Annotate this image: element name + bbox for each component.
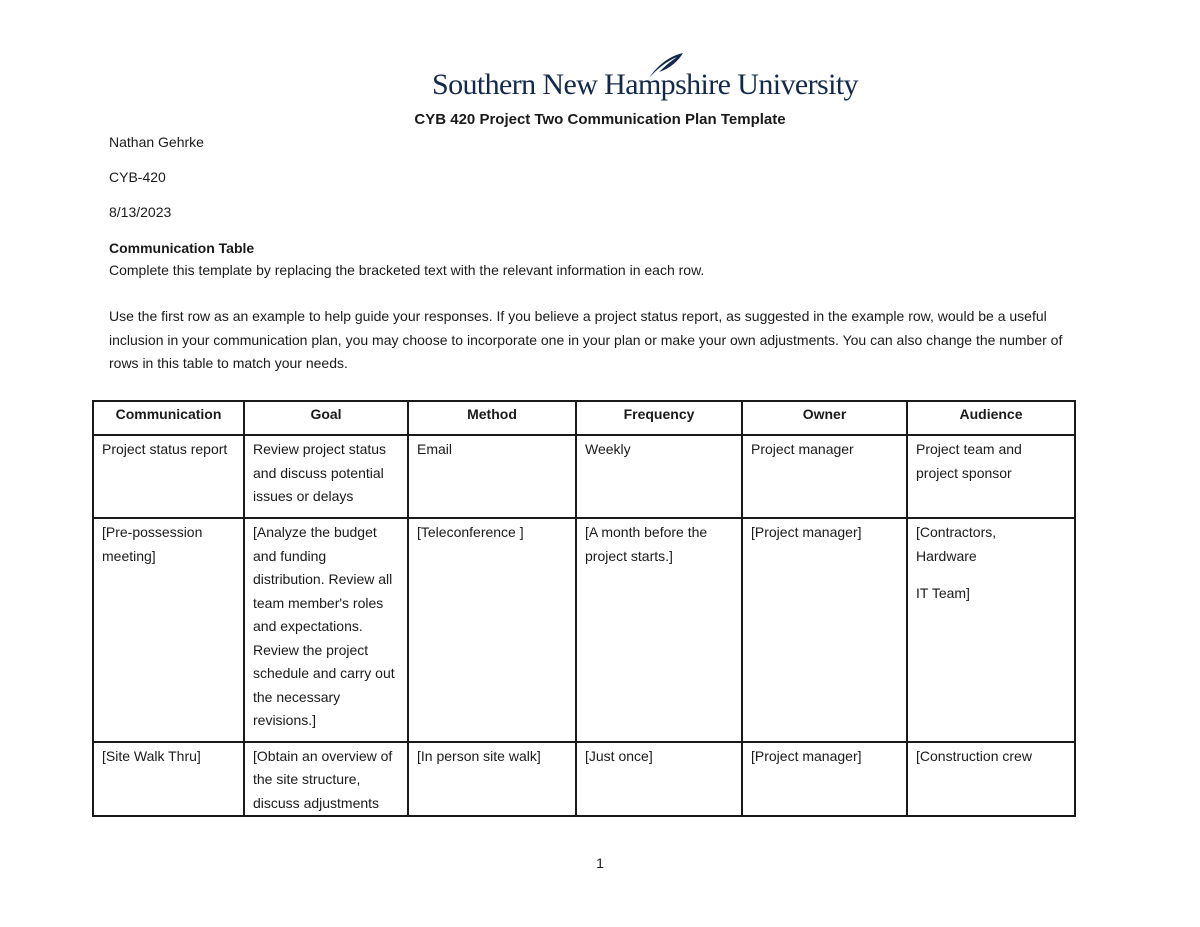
table-row [93, 435, 1075, 518]
table-row [93, 518, 1075, 742]
table-header-row [93, 401, 1075, 435]
cell-audience [907, 518, 1075, 742]
cell-frequency: Weekly [576, 435, 742, 518]
header-owner: Owner [742, 401, 907, 435]
cell-goal: [Analyze the budget and funding distribution. Review all team member's roles and expectations. Review the project schedule and carry out the necessary revisions.] [244, 518, 408, 742]
header-goal: Goal [244, 401, 408, 435]
audience-line: [Contractors, [916, 524, 997, 540]
header-frequency: Frequency [576, 401, 742, 435]
communication-table [92, 400, 1076, 817]
course-code: CYB-420 [109, 169, 166, 185]
audience-line: IT Team] [916, 585, 970, 601]
cell-owner: [Project manager] [742, 742, 907, 817]
document-title: CYB 420 Project Two Communication Plan Template [414, 111, 786, 128]
cell-goal: [Obtain an overview of the site structure, discuss adjustments [244, 742, 408, 817]
table-row [93, 742, 1075, 817]
cell-owner: [Project manager] [742, 518, 907, 742]
header-audience: Audience [907, 401, 1075, 435]
cell-communication: [Pre-possession meeting] [93, 518, 244, 742]
cell-audience: [Construction crew [907, 742, 1075, 817]
student-name: Nathan Gehrke [109, 134, 204, 150]
cell-frequency: [Just once] [576, 742, 742, 817]
logo-wordmark: Southern New Hampshire University [432, 68, 858, 101]
page-number: 1 [596, 855, 604, 871]
cell-communication: [Site Walk Thru] [93, 742, 244, 817]
instruction-text: Complete this template by replacing the bracketed text with the relevant information in each row. [109, 262, 705, 278]
guidance-paragraph: Use the first row as an example to help guide your responses. If you believe a project status report, as suggested in the example row, would be a useful inclusion in your communication plan, you may choose to incorporate one in your plan or make your own adjustments. You can also change the number of rows in this table to match your needs. [109, 308, 1063, 371]
cell-method: Email [408, 435, 576, 518]
cell-goal: Review project status and discuss potential issues or delays [244, 435, 408, 518]
cell-method: [In person site walk] [408, 742, 576, 817]
section-heading: Communication Table [109, 240, 255, 256]
university-logo [432, 52, 858, 108]
cell-communication: Project status report [93, 435, 244, 518]
cell-owner: Project manager [742, 435, 907, 518]
header-communication: Communication [93, 401, 244, 435]
submission-date: 8/13/2023 [109, 204, 172, 220]
cell-audience: Project team and project sponsor [907, 435, 1075, 518]
audience-line: Hardware [916, 547, 977, 564]
cell-frequency: [A month before the project starts.] [576, 518, 742, 742]
cell-method: [Teleconference ] [408, 518, 576, 742]
header-method: Method [408, 401, 576, 435]
